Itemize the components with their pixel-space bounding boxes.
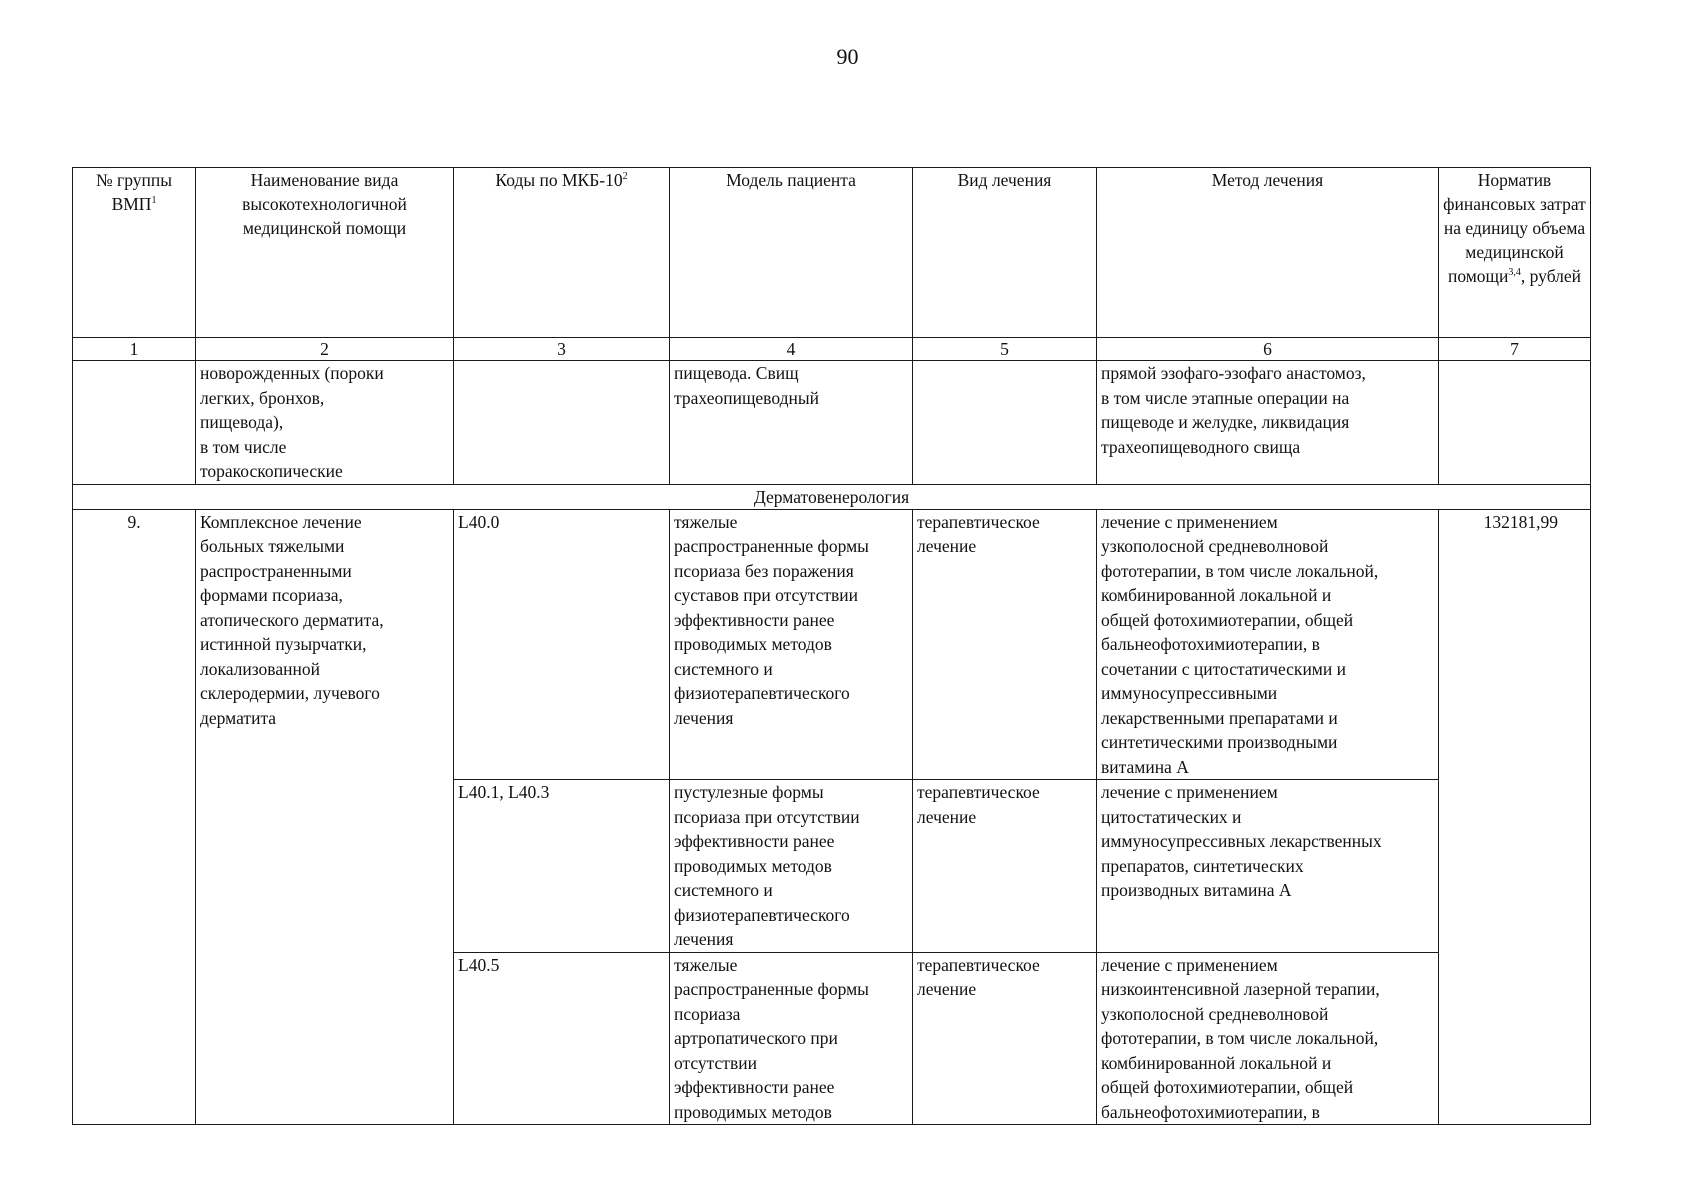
table-row (73, 509, 1591, 780)
treatment-method-cell: лечение с применением узкополосной средневолновой фототерапии, в том числе локальной, комбинированной локальной и общей фотохимиотерапии, общей бальнеофотохимиотерапии, в сочетании с цитостатическими и иммуносупрессивными лекарственными препаратами и синтетическими производными витамина А (1097, 509, 1439, 780)
cost-cell (1439, 361, 1591, 485)
column-number: 2 (196, 338, 454, 361)
treatment-method-cell: лечение с применением низкоинтенсивной лазерной терапии, узкополосной средневолновой фототерапии, в том числе локальной, комбинированной локальной и общей фотохимиотерапии, общей бальнеофотохимиотерапии, в (1097, 952, 1439, 1125)
column-number: 6 (1097, 338, 1439, 361)
treatment-type-cell (913, 361, 1097, 485)
header-treatment-type: Вид лечения (913, 168, 1097, 338)
patient-model-cell: пищевода. Свищ трахеопищеводный (670, 361, 913, 485)
icd-codes-cell: L40.1, L40.3 (454, 780, 670, 953)
treatment-type-cell: терапевтическое лечение (913, 509, 1097, 780)
column-number: 5 (913, 338, 1097, 361)
icd-codes-cell: L40.0 (454, 509, 670, 780)
treatment-type-cell: терапевтическое лечение (913, 780, 1097, 953)
icd-codes-cell: L40.5 (454, 952, 670, 1125)
header-group-number: № группы ВМП$^1$ (73, 168, 196, 338)
column-number: 3 (454, 338, 670, 361)
vmp-table (72, 167, 1591, 1125)
column-number: 4 (670, 338, 913, 361)
cost-cell: 132181,99 (1439, 509, 1591, 1125)
patient-model-cell: пустулезные формы псориаза при отсутствии эффективности ранее проводимых методов системного и физиотерапевтического лечения (670, 780, 913, 953)
header-care-type: Наименование вида высокотехнологичной медицинской помощи (196, 168, 454, 338)
page-number: 90 (836, 44, 859, 69)
header-patient-model: Модель пациента (670, 168, 913, 338)
icd-codes-cell (454, 361, 670, 485)
treatment-method-cell: прямой эзофаго-эзофаго анастомоз, в том числе этапные операции на пищеводе и желудке, ликвидация трахеопищеводного свища (1097, 361, 1439, 485)
group-number-cell (73, 361, 196, 485)
treatment-type-cell: терапевтическое лечение (913, 952, 1097, 1125)
table-row-continued (73, 361, 1591, 485)
header-row (73, 168, 1591, 338)
column-number: 7 (1439, 338, 1591, 361)
patient-model-cell: тяжелые распространенные формы псориаза артропатического при отсутствии эффективности ранее проводимых методов (670, 952, 913, 1125)
header-treatment-method: Метод лечения (1097, 168, 1439, 338)
column-number-row (73, 338, 1591, 361)
section-row (73, 484, 1591, 509)
care-type-cell: новорожденных (пороки легких, бронхов, пищевода), в том числе торакоскопические (196, 361, 454, 485)
care-type-cell: Комплексное лечение больных тяжелыми распространенными формами псориаза, атопического дерматита, истинной пузырчатки, локализованной склеродермии, лучевого дерматита (196, 509, 454, 1125)
group-number-cell: 9. (73, 509, 196, 1125)
header-icd-codes: Коды по МКБ-$10^2$ (454, 168, 670, 338)
section-title: Дерматовенерология (73, 484, 1591, 509)
patient-model-cell: тяжелые распространенные формы псориаза без поражения суставов при отсутствии эффективности ранее проводимых методов системного и физиотерапевтического лечения (670, 509, 913, 780)
column-number: 1 (73, 338, 196, 361)
treatment-method-cell: лечение с применением цитостатических и иммуносупрессивных лекарственных препаратов, синтетических производных витамина А (1097, 780, 1439, 953)
header-cost-standard: Норматив финансовых затрат на единицу объема медицинской помощи$^{3,4}$, рублей (1439, 168, 1591, 338)
